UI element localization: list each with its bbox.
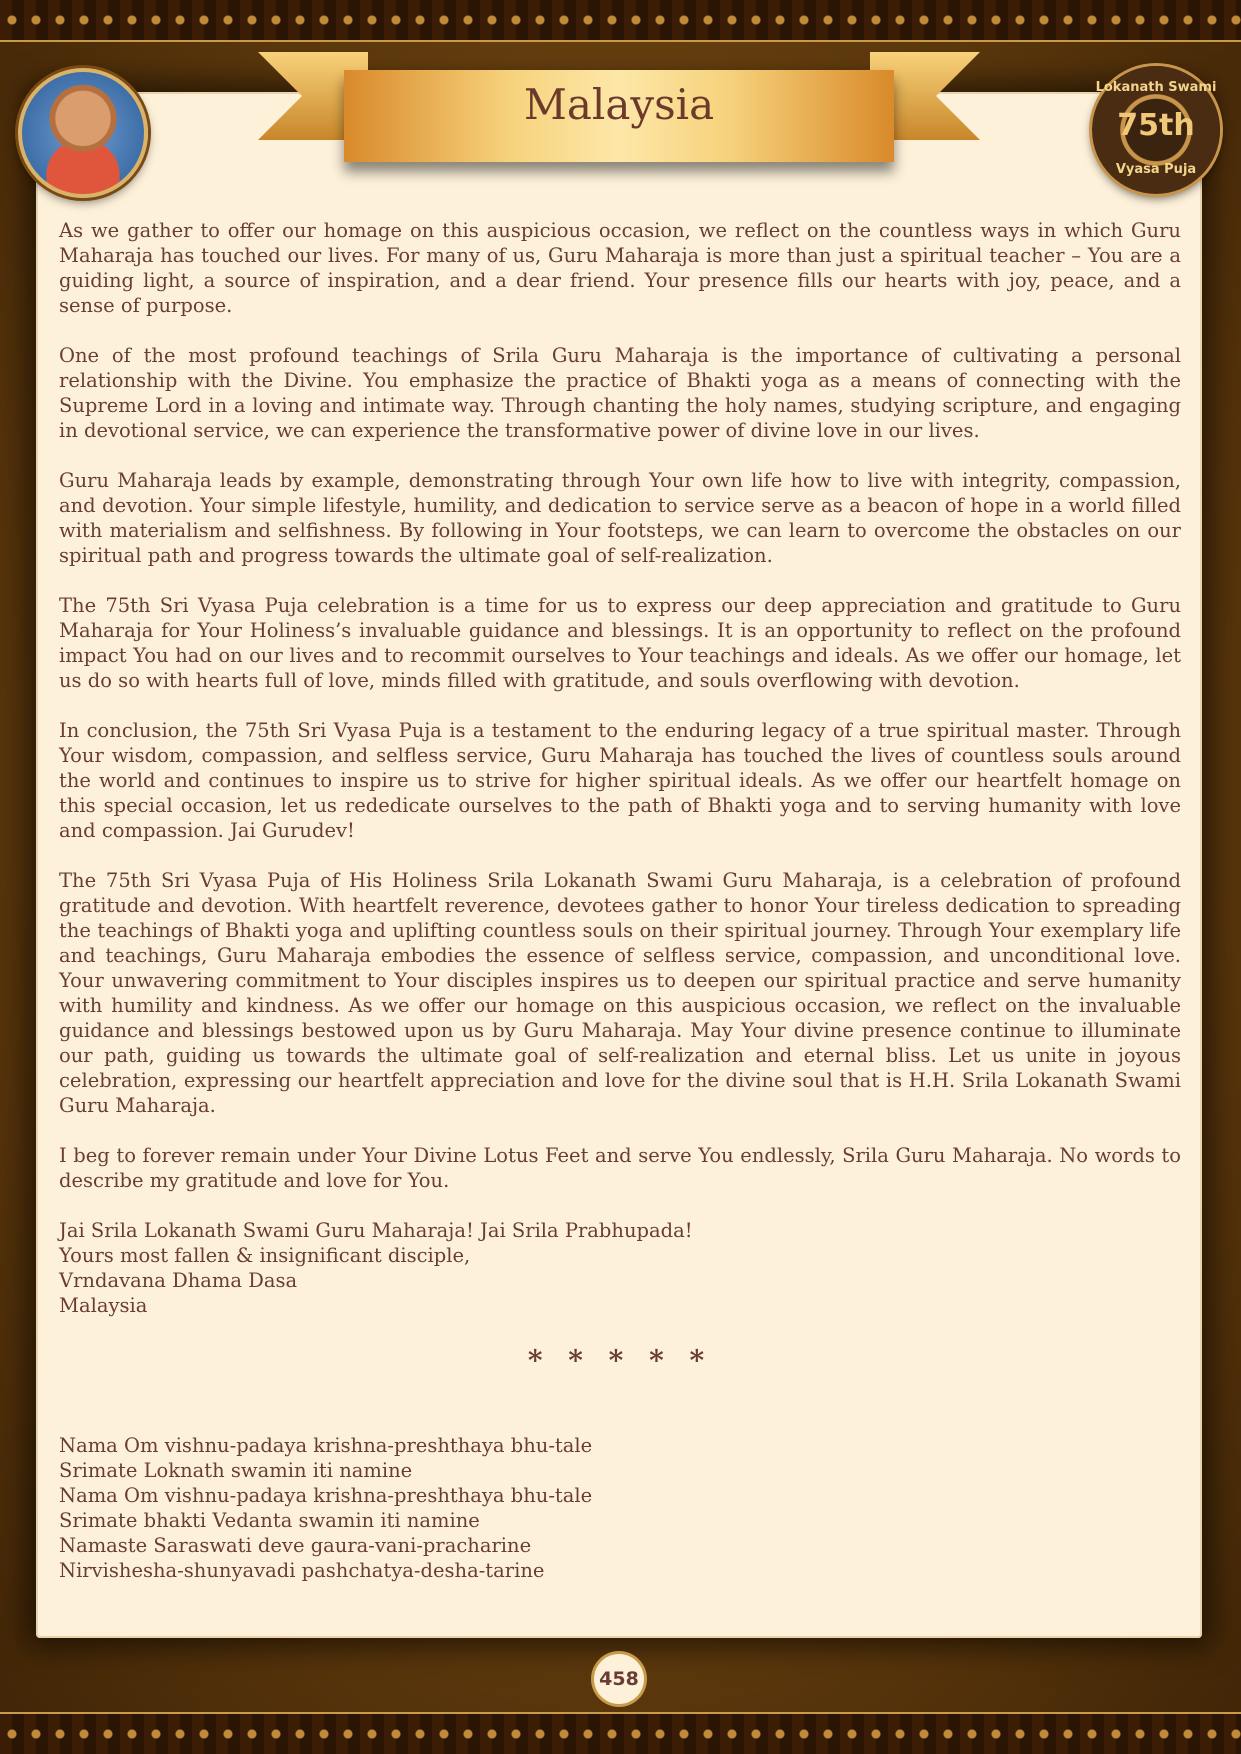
guru-portrait-image (18, 68, 148, 198)
verse-line: Srimate Loknath swamin iti namine (59, 1459, 413, 1482)
signature-line: Yours most fallen & insignificant disciple, (59, 1244, 471, 1267)
verse-block (59, 1433, 1181, 1583)
page-title: Malaysia (523, 80, 715, 129)
signature-line: Jai Srila Lokanath Swami Guru Maharaja! Jai Srila Prabhupada! (59, 1219, 693, 1242)
paragraph: In conclusion, the 75th Sri Vyasa Puja is a testament to the enduring legacy of a true spiritual master. Through Your wisdom, compassion, and selfless service, Guru Maharaja has touched the lives of countless souls around the world and continues to inspire us to strive for higher spiritual ideals. As we offer our heartfelt homage on this special occasion, let us rededicate ourselves to the path of Bhakti yoga and to serving humanity with love and compassion. Jai Gurudev! (59, 719, 1181, 842)
bottom-decorative-border (0, 1712, 1241, 1754)
signature-line: Vrndavana Dhama Dasa (59, 1269, 298, 1292)
paragraph: Guru Maharaja leads by example, demonstrating through Your own life how to live with integrity, compassion, and devotion. Your simple lifestyle, humility, and dedication to service serve as a beacon of hope in a world filled with materialism and selfishness. By following in Your footsteps, we can learn to overcome the obstacles on our spiritual path and progress towards the ultimate goal of self-realization. (59, 469, 1181, 567)
section-separator: * * * * * (527, 1344, 713, 1377)
paragraph: As we gather to offer our homage on this auspicious occasion, we reflect on the countless ways in which Guru Maharaja has touched our lives. For many of us, Guru Maharaja is more than just a spiritual teacher – You are a guiding light, a source of inspiration, and a dear friend. Your presence fills our hearts with joy, peace, and a sense of purpose. (59, 219, 1181, 317)
signature-block (59, 1218, 1181, 1318)
seal-top-text: Lokanath Swami (1095, 80, 1217, 95)
verse-line: Nama Om vishnu-padaya krishna-preshthaya bhu-tale (59, 1484, 593, 1507)
seal-number: 75th (1117, 108, 1195, 143)
title-ribbon (344, 70, 894, 162)
verse-line: Nama Om vishnu-padaya krishna-preshthaya bhu-tale (59, 1434, 593, 1457)
signature-line: Malaysia (59, 1294, 148, 1317)
seal-bottom-text: Vyasa Puja (1115, 162, 1197, 177)
page-number-badge: 458 (594, 1654, 644, 1704)
paragraph: The 75th Sri Vyasa Puja celebration is a time for us to express our deep appreciation and gratitude to Guru Maharaja for Your Holiness’s invaluable guidance and blessings. It is an opportunity to reflect on the profound impact You had on our lives and to recommit ourselves to Your teachings and ideals. As we offer our homage, let us do so with hearts full of love, minds filled with gratitude, and souls overflowing with devotion. (59, 594, 1181, 692)
paragraph: The 75th Sri Vyasa Puja of His Holiness Srila Lokanath Swami Guru Maharaja, is a celebration of profound gratitude and devotion. With heartfelt reverence, devotees gather to honor Your tireless dedication to spreading the teachings of Bhakti yoga and uplifting countless souls on their spiritual journey. Through Your exemplary life and teachings, Guru Maharaja embodies the essence of selfless service, compassion, and unconditional love. Your unwavering commitment to Your disciples inspires us to deepen our spiritual practice and serve humanity with humility and kindness. As we offer our homage on this auspicious occasion, we reflect on the invaluable guidance and blessings bestowed upon us by Guru Maharaja. May Your divine presence continue to illuminate our path, guiding us towards the ultimate goal of self-realization and eternal bliss. Let us unite in joyous celebration, expressing our heartfelt appreciation and love for the divine soul that is H.H. Srila Lokanath Swami Guru Maharaja. (59, 869, 1181, 1117)
verse-line: Namaste Saraswati deve gaura-vani-pracharine (59, 1534, 532, 1557)
anniversary-seal-logo (1092, 66, 1220, 194)
verse-line: Srimate bhakti Vedanta swamin iti namine (59, 1509, 480, 1532)
verse-line: Nirvishesha-shunyavadi pashchatya-desha-tarine (59, 1559, 545, 1582)
top-decorative-border (0, 0, 1241, 42)
paragraph: I beg to forever remain under Your Divine Lotus Feet and serve You endlessly, Srila Guru Maharaja. No words to describe my gratitude and love for You. (59, 1144, 1181, 1192)
paragraph: One of the most profound teachings of Srila Guru Maharaja is the importance of cultivating a personal relationship with the Divine. You emphasize the practice of Bhakti yoga as a means of connecting with the Supreme Lord in a loving and intimate way. Through chanting the holy names, studying scripture, and engaging in devotional service, we can experience the transformative power of divine love in our lives. (59, 344, 1181, 442)
article-body (59, 218, 1181, 1583)
